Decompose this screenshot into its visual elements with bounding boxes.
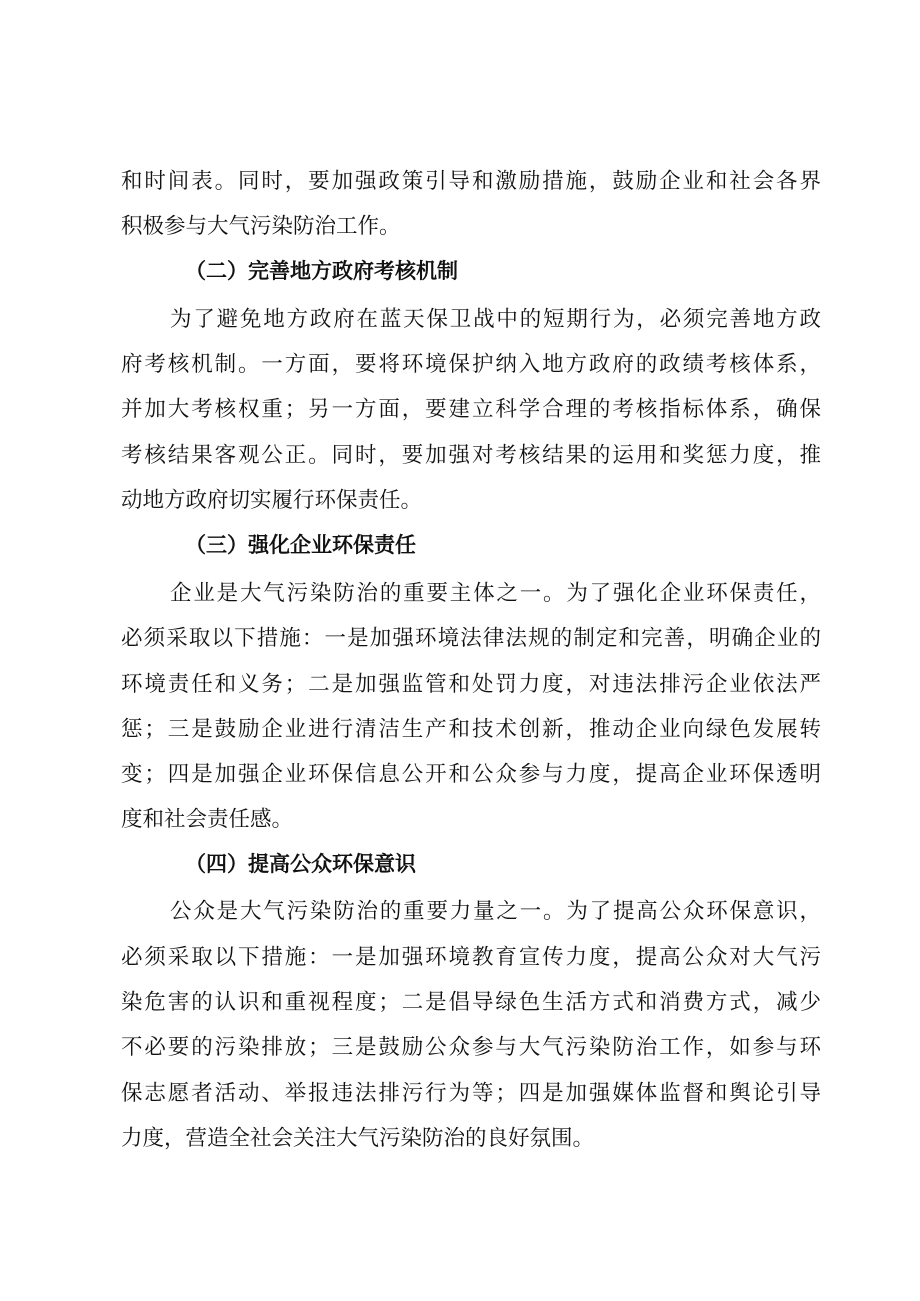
paragraph-line: 企业是大气污染防治的重要主体之一。为了强化企业环保责任， — [170, 581, 821, 606]
paragraph-line: 环境责任和义务；二是加强监管和处罚力度，对违法排污企业依法严 — [121, 672, 821, 697]
paragraph-line: 必须采取以下措施：一是加强环境教育宣传力度，提高公众对大气污 — [121, 945, 821, 970]
paragraph-line: 并加大考核权重；另一方面，要建立科学合理的考核指标体系，确保 — [121, 397, 821, 422]
section-heading-3: （三）强化企业环保责任 — [185, 533, 416, 557]
paragraph-line: 和时间表。同时，要加强政策引导和激励措施，鼓励企业和社会各界 — [121, 169, 821, 194]
section-heading-4: （四）提高公众环保意识 — [185, 852, 416, 876]
paragraph-line: 必须采取以下措施：一是加强环境法律法规的制定和完善，明确企业的 — [121, 626, 821, 651]
paragraph-line: 府考核机制。一方面，要将环境保护纳入地方政府的政绩考核体系， — [121, 352, 821, 377]
paragraph-line: 变；四是加强企业环保信息公开和公众参与力度，提高企业环保透明 — [121, 762, 821, 787]
paragraph-line: 不必要的污染排放；三是鼓励公众参与大气污染防治工作，如参与环 — [121, 1035, 821, 1060]
section-heading-2: （二）完善地方政府考核机制 — [185, 259, 458, 283]
paragraph-line: 保志愿者活动、举报违法排污行为等；四是加强媒体监督和舆论引导 — [121, 1081, 821, 1106]
paragraph-line: 积极参与大气污染防治工作。 — [121, 214, 401, 239]
paragraph-line: 力度，营造全社会关注大气污染防治的良好氛围。 — [121, 1126, 595, 1151]
paragraph-line: 为了避免地方政府在蓝天保卫战中的短期行为，必须完善地方政 — [170, 307, 821, 332]
paragraph-line: 考核结果客观公正。同时，要加强对考核结果的运用和奖惩力度，推 — [121, 443, 821, 468]
paragraph-line: 染危害的认识和重视程度；二是倡导绿色生活方式和消费方式，减少 — [121, 990, 821, 1015]
paragraph-line: 度和社会责任感。 — [121, 807, 294, 832]
paragraph-line: 惩；三是鼓励企业进行清洁生产和技术创新，推动企业向绿色发展转 — [121, 717, 821, 742]
paragraph-line: 公众是大气污染防治的重要力量之一。为了提高公众环保意识， — [170, 899, 821, 924]
paragraph-line: 动地方政府切实履行环保责任。 — [121, 488, 423, 513]
